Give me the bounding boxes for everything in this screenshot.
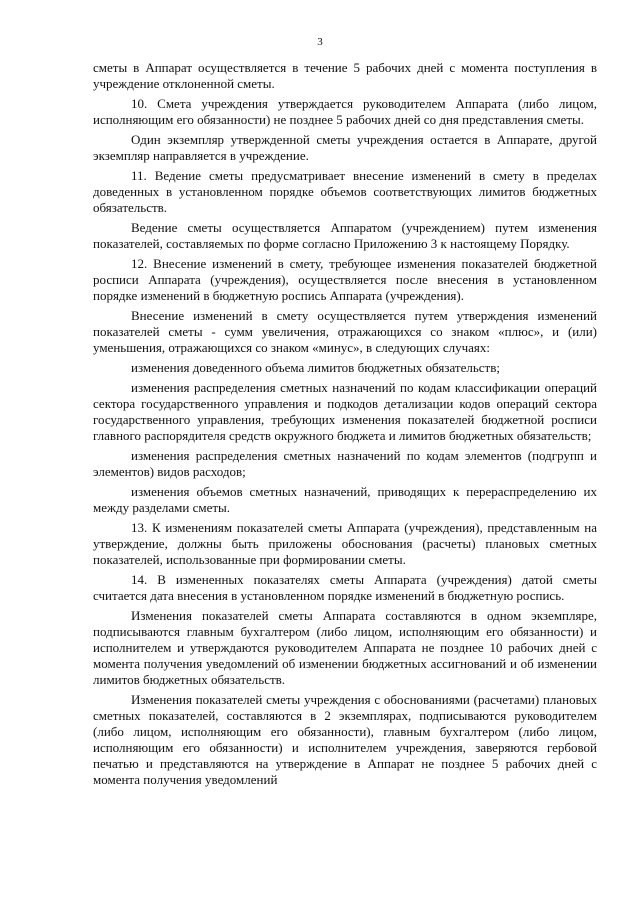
list-item-classification: изменения распределения сметных назначений по кодам классификации операций сектора государственного управления и подкодов детализации кодов операций сектора государственного управления, требующих изменения показателей бюджетной росписи главного распорядителя средств окружного бюджета и лимитов бюджетных обязательств;	[93, 380, 597, 443]
list-item-expense-types: изменения распределения сметных назначений по кодам элементов (подгрупп и элементов) видов расходов;	[93, 448, 597, 479]
paragraph-item-13: 13. К изменениям показателей сметы Аппарата (учреждения), представленным на утверждение, должны быть приложены обоснования (расчеты) плановых сметных показателей, использованные при формировании сметы.	[93, 520, 597, 567]
paragraph-item-10: 10. Смета учреждения утверждается руководителем Аппарата (либо лицом, исполняющим его обязанности) не позднее 5 рабочих дней со дня представления сметы.	[93, 96, 597, 127]
paragraph-item-14: 14. В измененных показателях сметы Аппарата (учреждения) датой сметы считается дата внесения в установленном порядке изменений в бюджетную роспись.	[93, 572, 597, 603]
paragraph-institution-changes: Изменения показателей сметы учреждения с обоснованиями (расчетами) плановых сметных показателей, составляются в 2 экземплярах, подписываются руководителем (либо лицом, исполняющим его обязанности), главным бухгалтером (либо лицом, исполняющим его обязанности) и исполнителем учреждения, заверяются гербовой печатью и представляются на утверждение в Аппарат не позднее 5 рабочих дней с момента получения уведомлений	[93, 692, 597, 787]
paragraph-copies: Один экземпляр утвержденной сметы учреждения остается в Аппарате, другой экземпляр направляется в учреждение.	[93, 132, 597, 163]
paragraph-changes-intro: Внесение изменений в смету осуществляется путем утверждения изменений показателей сметы - сумм увеличения, отражающихся со знаком «плюс», и (или) уменьшения, отражающихся со знаком «минус», в следующих случаях:	[93, 308, 597, 355]
paragraph-item-12: 12. Внесение изменений в смету, требующее изменения показателей бюджетной росписи Аппарата (учреждения), осуществляется после внесения в установленном порядке изменений в бюджетную роспись Аппарата (учреждения).	[93, 256, 597, 303]
paragraph-item-11: 11. Ведение сметы предусматривает внесение изменений в смету в пределах доведенных в установленном порядке объемов соответствующих лимитов бюджетных обязательств.	[93, 168, 597, 215]
paragraph-apparatus-changes: Изменения показателей сметы Аппарата составляются в одном экземпляре, подписываются главным бухгалтером (либо лицом, исполняющим его обязанности) и исполнителем и утверждаются руководителем Аппарата не позднее 10 рабочих дней с момента получения уведомлений об изменении бюджетных ассигнований и об изменении лимитов бюджетных обязательств.	[93, 608, 597, 687]
document-body	[93, 60, 597, 792]
paragraph-maintenance: Ведение сметы осуществляется Аппаратом (учреждением) путем изменения показателей, составляемых по форме согласно Приложению 3 к настоящему Порядку.	[93, 220, 597, 251]
page-number: 3	[317, 36, 323, 48]
paragraph-continuation: сметы в Аппарат осуществляется в течение 5 рабочих дней с момента поступления в учреждение отклоненной сметы.	[93, 60, 597, 91]
list-item-redistribution: изменения объемов сметных назначений, приводящих к перераспределению их между разделами сметы.	[93, 484, 597, 515]
list-item-limits: изменения доведенного объема лимитов бюджетных обязательств;	[131, 360, 500, 375]
